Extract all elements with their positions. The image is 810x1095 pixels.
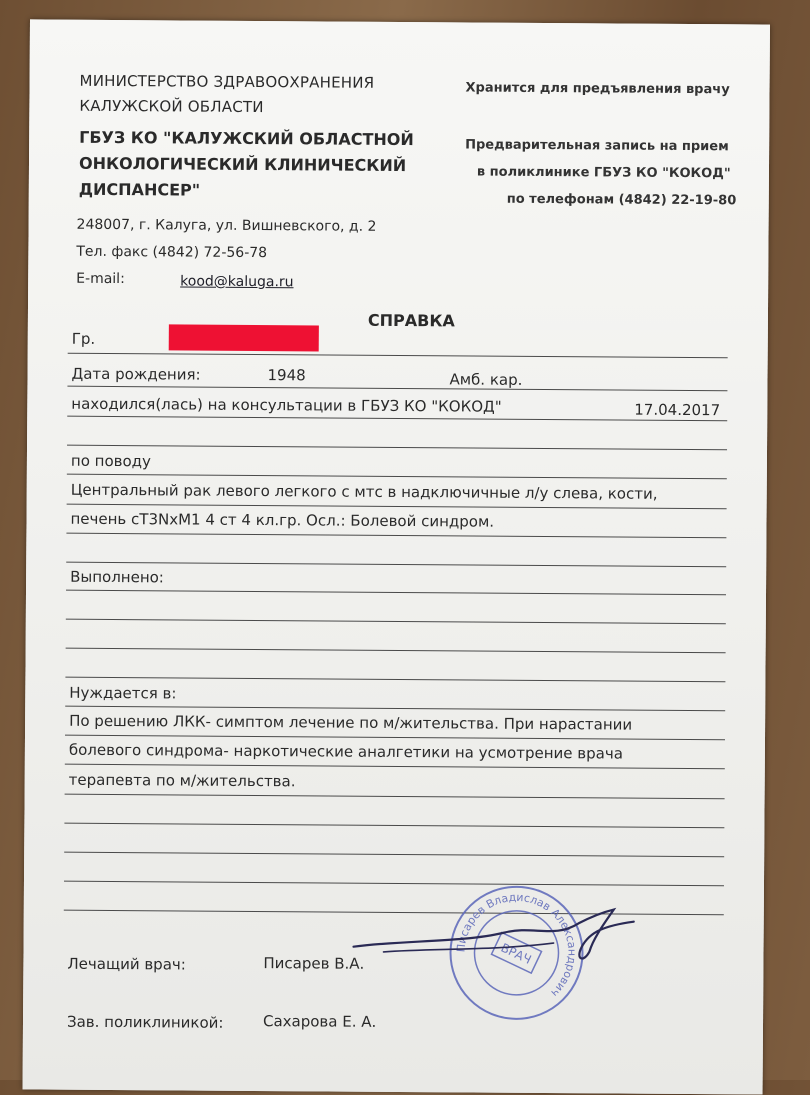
document-title: СПРАВКА [367,310,455,331]
rule-line [66,562,726,568]
consultation-date: 17.04.2017 [634,400,721,420]
needs-label: Нуждается в: [69,683,177,703]
dob-label: Дата рождения: [71,364,201,384]
reason-label: по поводу [70,451,152,471]
ministry-line-1: МИНИСТЕРСТВО ЗДРАВООХРАНЕНИЯ [79,71,375,92]
needs-line-2: болевого синдрома- наркотические аналгетики на усмотрение врача [68,740,623,763]
rule-line [67,474,727,480]
reason-line-1: Центральный рак левого легкого с мтс в надключичные л/у слева, кости, [70,480,658,503]
rule-line [65,794,725,800]
redacted-name [169,324,319,351]
head-name: Сахарова Е. А. [262,1012,377,1031]
rule-line [64,852,724,858]
keep-note: Хранится для предъявления врачу [465,80,730,98]
appointment-line-3: по телефонам (4842) 22-19-80 [506,191,737,209]
phone-fax: Тел. факс (4842) 72-56-78 [76,243,268,262]
rule-line [65,735,725,741]
rule-line [66,590,726,596]
consultation-text: находился(лась) на консультации в ГБУЗ КО "КОКОД" [71,394,502,416]
doctor-label: Лечащий врач: [67,954,186,974]
rule-line [67,445,727,451]
dob-value: 1948 [267,366,306,385]
rule-line [65,706,725,712]
address: 248007, г. Калуга, ул. Вишневского, д. 2 [76,216,377,235]
org-line-3: ДИСПАНСЕР" [78,179,201,200]
rule-line [66,533,726,539]
rule-line [64,823,724,829]
certificate-sheet [23,19,770,1094]
email-label: E-mail: [76,270,125,288]
needs-line-1: По решению ЛКК- симптом лечение по м/жительства. При нарастании [69,711,633,734]
stamp-center-text: ВРАЧ [498,940,534,967]
rule-line [67,416,727,422]
rule-line [68,353,728,359]
ministry-line-2: КАЛУЖСКОЙ ОБЛАСТИ [79,96,264,117]
needs-line-3: терапевта по м/жительства. [68,770,296,791]
appointment-line-2: в поликлинике ГБУЗ КО "КОКОД" [476,164,731,182]
rule-line [65,677,725,683]
rule-line [64,881,724,887]
doctor-name: Писарев В.А. [263,954,365,973]
stamp-ring-text: Писарев Владислав Александрович [454,890,579,1000]
citizen-label: Гр. [71,329,96,348]
done-label: Выполнено: [70,567,164,587]
doctor-signature [343,902,644,984]
head-label: Зав. поликлиникой: [66,1012,224,1032]
rule-line [65,764,725,770]
rule-line [66,648,726,654]
rule-line [66,619,726,625]
card-label: Амб. кар. [449,370,523,389]
org-line-2: ОНКОЛОГИЧЕСКИЙ КЛИНИЧЕСКИЙ [78,153,407,176]
rule-line [67,386,727,392]
rule-line [67,504,727,510]
appointment-line-1: Предварительная запись на прием [465,137,729,155]
reason-line-2: печень cT3NxM1 4 ст 4 кл.гр. Осл.: Болевой синдром. [70,509,495,531]
email-link[interactable]: kood@kaluga.ru [180,273,294,291]
org-line-1: ГБУЗ КО "КАЛУЖСКИЙ ОБЛАСТНОЙ [79,127,414,150]
